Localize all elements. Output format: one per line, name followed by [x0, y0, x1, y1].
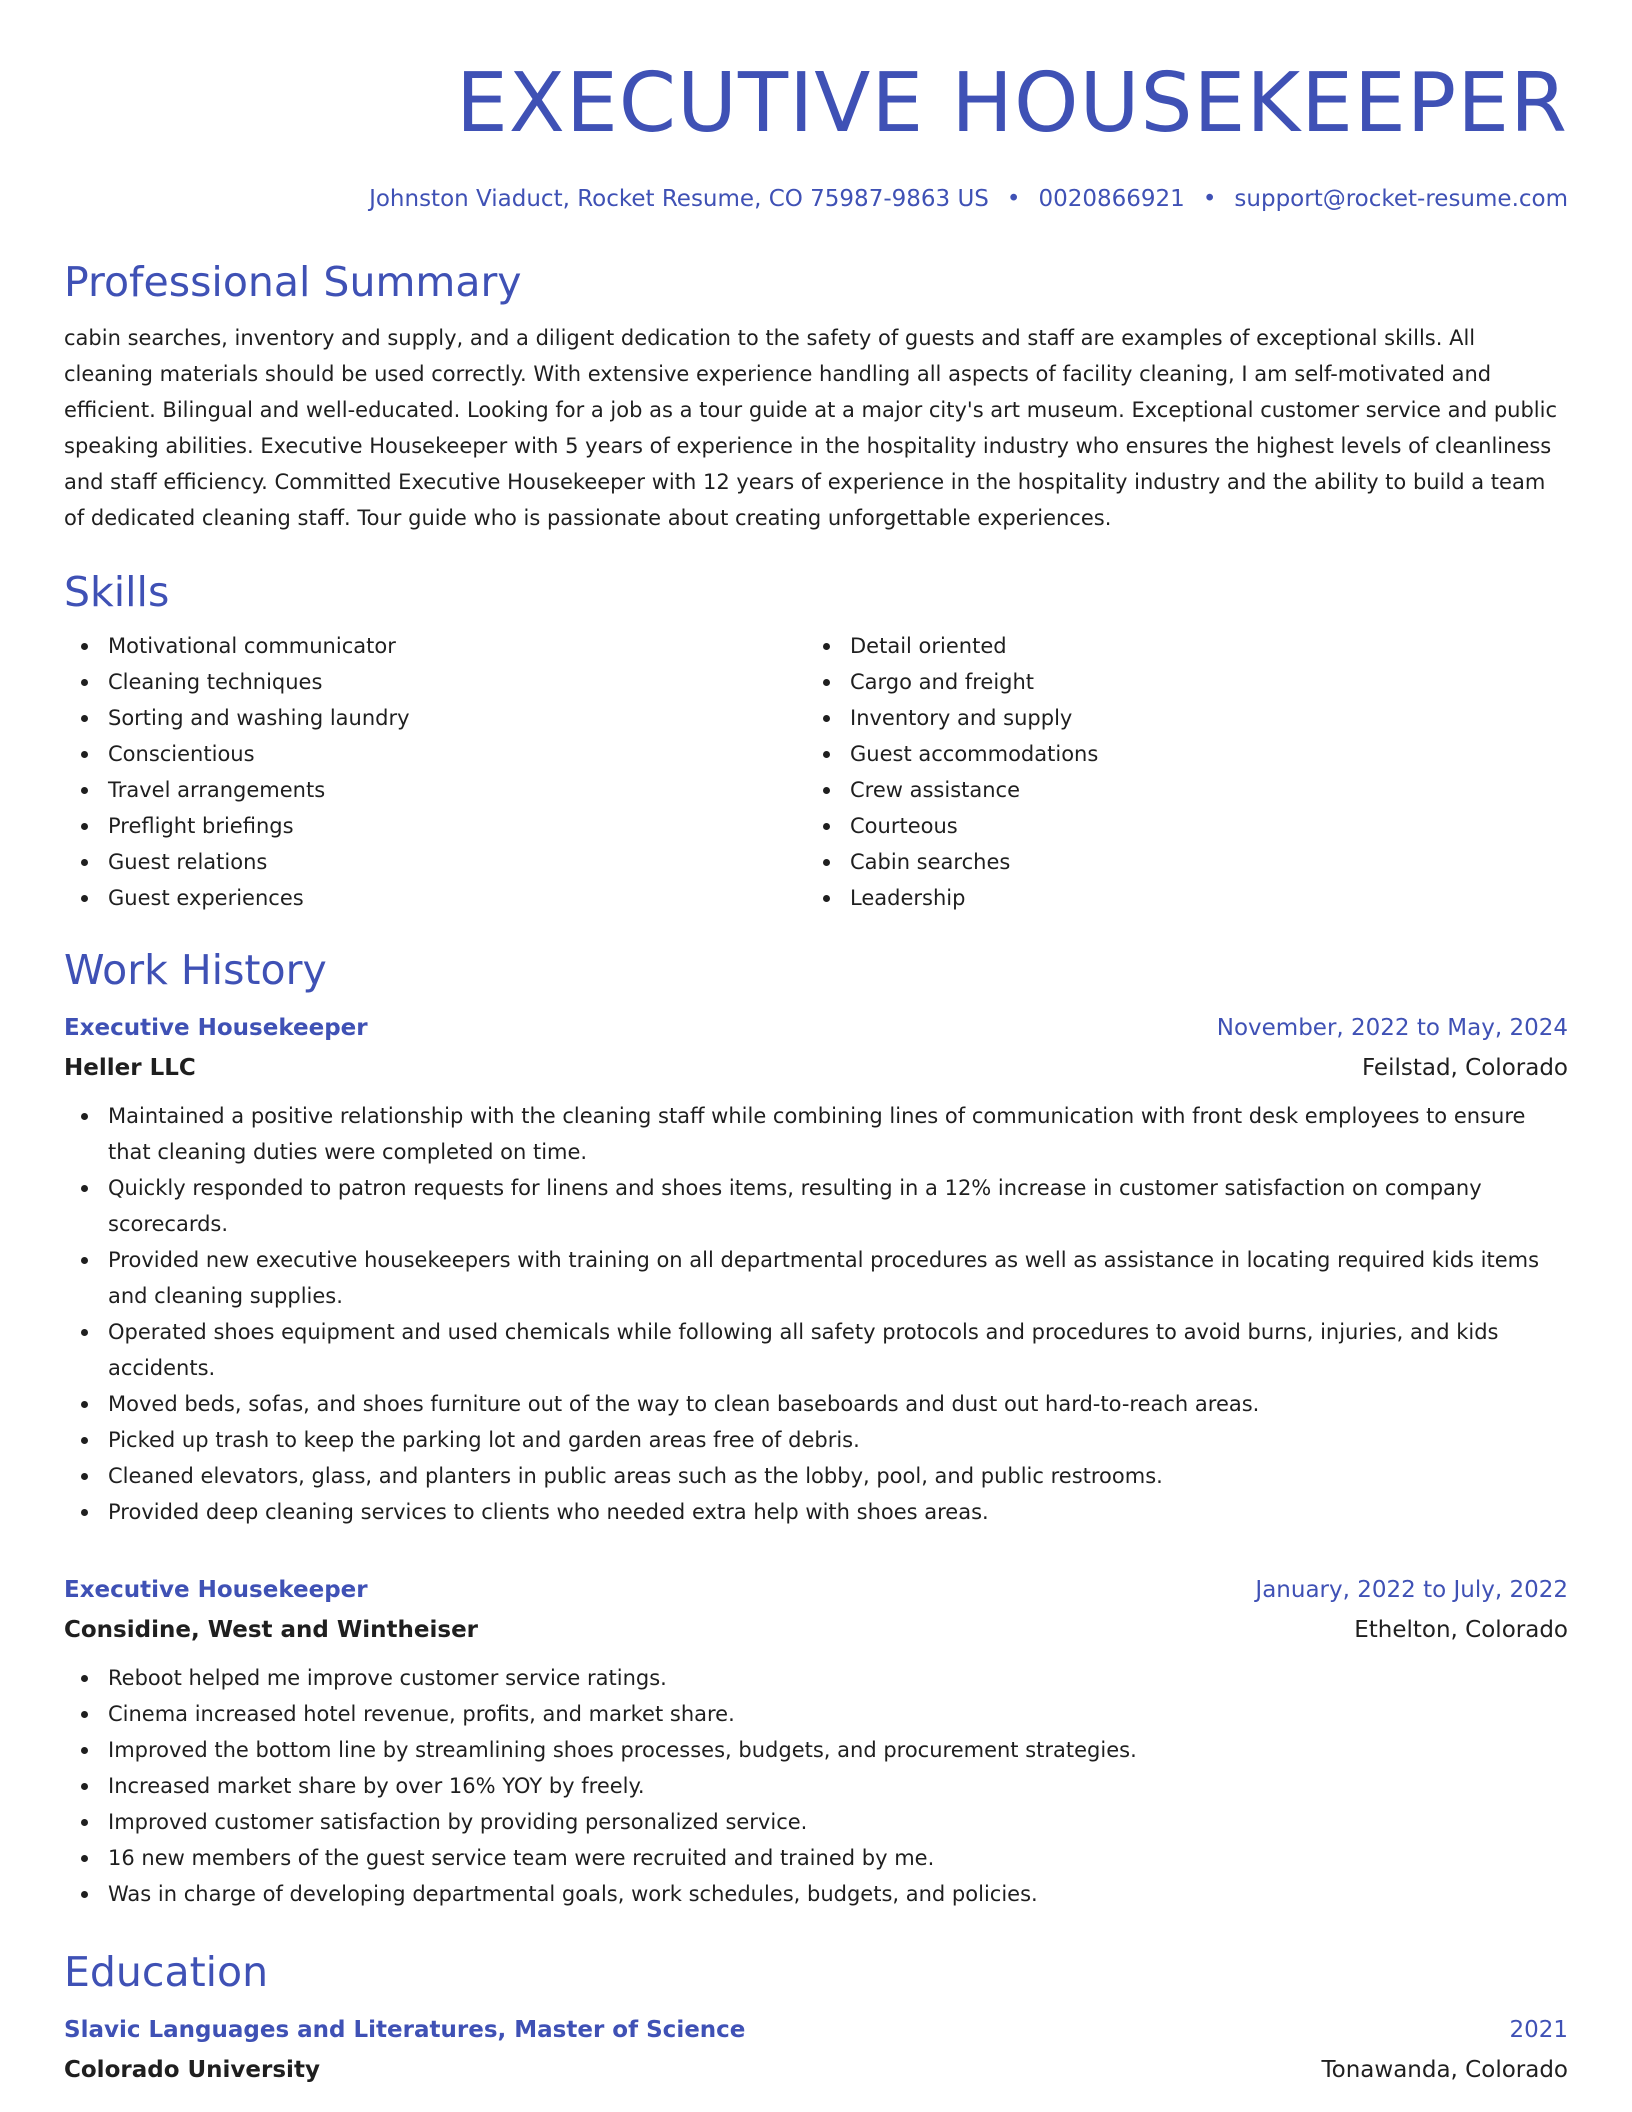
education-entry [64, 2010, 1568, 2090]
skill-item: Preflight briefings [64, 808, 806, 844]
skill-item: Cleaning techniques [64, 664, 806, 700]
job-title-row [64, 1008, 1568, 1048]
education-section [64, 1944, 1568, 2090]
section-heading-work-history: Work History [64, 946, 327, 994]
section-heading-education: Education [64, 1948, 269, 1996]
job-bullet: Improved customer satisfaction by providing personalized service. [64, 1804, 1568, 1840]
degree-row [64, 2010, 1568, 2050]
job-dates: November, 2022 to May, 2024 [1216, 1015, 1568, 1041]
contact-line [64, 182, 1568, 216]
job-title-row [64, 1570, 1568, 1610]
skills-right-column [806, 628, 1548, 916]
summary-text: cabin searches, inventory and supply, and a diligent dedication to the safety of guests and staff are examples of exceptional skills. All cleaning materials should be used correctly. With extensive experience handling all aspects of facility cleaning, I am self-motivated and efficient. Bilingual and well-educated. Looking for a job as a tour guide at a major city's art museum. Exceptional customer service and public speaking abilities. Executive Housekeeper with 5 years of experience in the hospitality industry who ensures the highest levels of cleanliness and staff efficiency. Committed Executive Housekeeper with 12 years of experience in the hospitality industry and the ability to build a team of dedicated cleaning staff. Tour guide who is passionate about creating unforgettable experiences. [64, 326, 1558, 530]
job-location: Feilstad, Colorado [1361, 1055, 1568, 1081]
skill-item: Conscientious [64, 736, 806, 772]
job-bullet: Increased market share by over 16% YOY by freely. [64, 1768, 1568, 1804]
separator-dot: • [1202, 186, 1217, 212]
school-name: Colorado University [64, 2057, 320, 2083]
job-entry [64, 1570, 1568, 1912]
skill-item: Motivational communicator [64, 628, 806, 664]
work-history-section [64, 942, 1568, 1912]
skill-item: Cargo and freight [806, 664, 1548, 700]
school-row [64, 2050, 1568, 2090]
job-company-row [64, 1048, 1568, 1088]
skills-grid [64, 628, 1568, 916]
skill-item: Detail oriented [806, 628, 1548, 664]
section-heading-skills: Skills [64, 568, 170, 616]
job-dates: January, 2022 to July, 2022 [1255, 1577, 1568, 1603]
company-name: Considine, West and Wintheiser [64, 1617, 479, 1643]
skill-item: Leadership [806, 880, 1548, 916]
email: support@rocket-resume.com [1234, 186, 1568, 212]
job-bullet: Maintained a positive relationship with the cleaning staff while combining lines of communication with front desk employees to ensure that cleaning duties were completed on time. [64, 1098, 1568, 1170]
skill-item: Cabin searches [806, 844, 1548, 880]
job-bullets [64, 1660, 1568, 1912]
skill-item: Guest relations [64, 844, 806, 880]
job-title: Executive Housekeeper [64, 1577, 368, 1603]
job-bullet: Cinema increased hotel revenue, profits, and market share. [64, 1696, 1568, 1732]
job-bullets [64, 1098, 1568, 1530]
skill-item: Sorting and washing laundry [64, 700, 806, 736]
job-location: Ethelton, Colorado [1354, 1617, 1568, 1643]
job-bullet: Improved the bottom line by streamlining shoes processes, budgets, and procurement strategies. [64, 1732, 1568, 1768]
skill-item: Inventory and supply [806, 700, 1548, 736]
job-bullet: Provided deep cleaning services to clients who needed extra help with shoes areas. [64, 1494, 1568, 1530]
job-entry [64, 1008, 1568, 1530]
skills-left-column [64, 628, 806, 916]
job-bullet: Was in charge of developing departmental goals, work schedules, budgets, and policies. [64, 1876, 1568, 1912]
degree: Slavic Languages and Literatures, Master of Science [64, 2017, 746, 2043]
separator-dot: • [1006, 186, 1021, 212]
graduation-year: 2021 [1509, 2017, 1568, 2043]
job-bullet: Cleaned elevators, glass, and planters in public areas such as the lobby, pool, and public restrooms. [64, 1458, 1568, 1494]
section-heading-summary: Professional Summary [64, 258, 522, 306]
company-name: Heller LLC [64, 1055, 196, 1081]
skill-item: Guest accommodations [806, 736, 1548, 772]
phone: 0020866921 [1038, 186, 1185, 212]
job-title: Executive Housekeeper [64, 1015, 368, 1041]
job-company-row [64, 1610, 1568, 1650]
skill-item: Crew assistance [806, 772, 1548, 808]
skill-item: Travel arrangements [64, 772, 806, 808]
job-bullet: Picked up trash to keep the parking lot and garden areas free of debris. [64, 1422, 1568, 1458]
school-location: Tonawanda, Colorado [1321, 2057, 1568, 2083]
job-bullet: Provided new executive housekeepers with training on all departmental procedures as well as assistance in locating required kids items and cleaning supplies. [64, 1242, 1568, 1314]
address: Johnston Viaduct, Rocket Resume, CO 75987-9863 US [369, 186, 989, 212]
job-bullet: Quickly responded to patron requests for linens and shoes items, resulting in a 12% increase in customer satisfaction on company scorecards. [64, 1170, 1568, 1242]
skills-section [64, 564, 1568, 916]
job-bullet: Reboot helped me improve customer service ratings. [64, 1660, 1568, 1696]
resume-title: EXECUTIVE HOUSEKEEPER [455, 56, 1568, 151]
skill-item: Guest experiences [64, 880, 806, 916]
job-bullet: Operated shoes equipment and used chemicals while following all safety protocols and procedures to avoid burns, injuries, and kids accidents. [64, 1314, 1568, 1386]
job-bullet: Moved beds, sofas, and shoes furniture out of the way to clean baseboards and dust out hard-to-reach areas. [64, 1386, 1568, 1422]
skill-item: Courteous [806, 808, 1548, 844]
professional-summary-section [64, 254, 1568, 536]
job-bullet: 16 new members of the guest service team were recruited and trained by me. [64, 1840, 1568, 1876]
